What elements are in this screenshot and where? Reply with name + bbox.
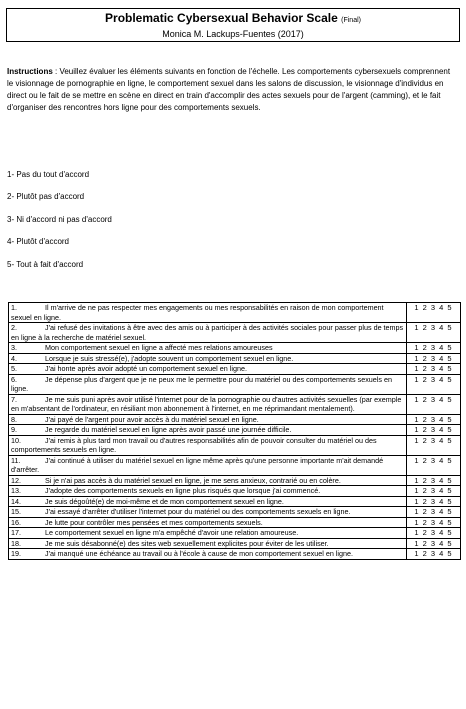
item-number: 18. — [11, 538, 21, 548]
item-text: Le comportement sexuel en ligne m'a empêché d'avoir une relation amoureuse. — [45, 528, 299, 537]
item-text: Si je n'ai pas accès à du matériel sexuel en ligne, je me sens anxieux, contrarié ou en colère. — [45, 475, 341, 485]
item-cell — [9, 425, 407, 436]
table-row — [9, 496, 461, 507]
item-cell — [9, 343, 407, 354]
table-row — [9, 323, 461, 343]
scale-item: 4- Plutôt d'accord — [7, 237, 70, 247]
table-row — [9, 507, 461, 518]
table-row — [9, 435, 461, 455]
items-table-body — [9, 303, 461, 560]
item-number: 11. — [11, 455, 21, 465]
table-row — [9, 549, 461, 560]
table-row — [9, 538, 461, 549]
item-cell — [9, 538, 407, 549]
item-number: 13. — [11, 486, 21, 495]
item-text: Je suis dégoûté(e) de moi-même et de mon comportement sexuel en ligne. — [45, 496, 284, 506]
response-options[interactable]: 1 2 3 4 5 — [407, 475, 461, 486]
item-number: 8. — [11, 414, 17, 424]
item-number: 7. — [11, 394, 17, 404]
item-text: Lorsque je suis stressé(e), j'adopte souvent un comportement sexuel en ligne. — [45, 353, 294, 363]
item-cell — [9, 353, 407, 364]
response-options[interactable]: 1 2 3 4 5 — [407, 517, 461, 528]
item-number: 15. — [11, 507, 21, 516]
item-cell — [9, 364, 407, 375]
response-options[interactable]: 1 2 3 4 5 — [407, 538, 461, 549]
title-box — [6, 8, 460, 42]
response-options[interactable]: 1 2 3 4 5 — [407, 374, 461, 394]
scale-item: 3- Ni d'accord ni pas d'accord — [7, 214, 112, 224]
instructions-label: Instructions — [7, 67, 53, 76]
item-cell — [9, 507, 407, 518]
table-row — [9, 517, 461, 528]
response-options[interactable]: 1 2 3 4 5 — [407, 486, 461, 497]
item-number: 10. — [11, 435, 21, 445]
item-cell — [9, 528, 407, 539]
item-number: 19. — [11, 549, 21, 558]
item-cell — [9, 414, 407, 425]
response-options[interactable]: 1 2 3 4 5 — [407, 455, 461, 475]
table-row — [9, 303, 461, 323]
response-options[interactable]: 1 2 3 4 5 — [407, 303, 461, 323]
table-row — [9, 364, 461, 375]
item-cell — [9, 455, 407, 475]
scale-item: 2- Plutôt pas d'accord — [7, 192, 85, 202]
item-cell — [9, 374, 407, 394]
items-table — [8, 302, 461, 560]
item-cell — [9, 394, 407, 414]
response-options[interactable]: 1 2 3 4 5 — [407, 343, 461, 354]
item-text: J'ai refusé des invitations à être avec des amis ou à participer à des activités sociales pour passer plus de temps en ligne à la recherche de matériel sexuel. — [11, 323, 404, 342]
item-text: Je dépense plus d'argent que je ne peux me le permettre pour du matériel ou des comportements sexuels en ligne. — [11, 374, 392, 393]
table-row — [9, 475, 461, 486]
item-cell — [9, 549, 407, 560]
response-options[interactable]: 1 2 3 4 5 — [407, 364, 461, 375]
item-text: Mon comportement sexuel en ligne a affecté mes relations amoureuses — [45, 343, 273, 352]
response-options[interactable]: 1 2 3 4 5 — [407, 353, 461, 364]
item-text: Il m'arrive de ne pas respecter mes engagements ou mes responsabilités en raison de mon comportement sexuel en ligne. — [11, 303, 384, 322]
table-row — [9, 425, 461, 436]
item-number: 2. — [11, 323, 17, 332]
item-number: 9. — [11, 425, 17, 434]
response-options[interactable]: 1 2 3 4 5 — [407, 507, 461, 518]
item-text: J'adopte des comportements sexuels en ligne plus risqués que lorsque j'ai commencé. — [45, 486, 321, 495]
response-options[interactable]: 1 2 3 4 5 — [407, 435, 461, 455]
table-row — [9, 394, 461, 414]
response-options[interactable]: 1 2 3 4 5 — [407, 496, 461, 507]
response-options[interactable]: 1 2 3 4 5 — [407, 528, 461, 539]
item-number: 3. — [11, 343, 17, 352]
item-text: J'ai essayé d'arrêter d'utiliser l'internet pour du matériel ou des comportements sexuels en ligne. — [45, 507, 351, 516]
item-cell — [9, 475, 407, 486]
response-options[interactable]: 1 2 3 4 5 — [407, 549, 461, 560]
item-text: J'ai honte après avoir adopté un comportement sexuel en ligne. — [45, 364, 247, 373]
item-text: Je me suis désabonné(e) des sites web sexuellement explicites pour éviter de les utiliser. — [45, 538, 329, 548]
title-note: (Final) — [341, 17, 361, 24]
item-number: 17. — [11, 528, 21, 537]
item-number: 12. — [11, 475, 21, 485]
item-text: J'ai payé de l'argent pour avoir accès à du matériel sexuel en ligne. — [45, 414, 259, 424]
item-text: Je me suis puni après avoir utilisé l'internet pour de la pornographie ou d'autres activités sexuelles (par exemple en m'absentant de l'ordinateur, en résiliant mon abonnement à l'internet, en me réprimandant mentalement). — [11, 394, 402, 413]
item-text: J'ai manqué une échéance au travail ou à l'école à cause de mon comportement sexuel en ligne. — [45, 549, 354, 558]
response-options[interactable]: 1 2 3 4 5 — [407, 394, 461, 414]
scale-item: 1- Pas du tout d'accord — [7, 170, 90, 179]
table-row — [9, 528, 461, 539]
item-text: Je regarde du matériel sexuel en ligne après avoir passé une journée difficile. — [45, 425, 292, 434]
author-line: Monica M. Lackups-Fuentes (2017) — [162, 29, 304, 39]
item-cell — [9, 496, 407, 507]
item-cell — [9, 435, 407, 455]
instructions-paragraph — [7, 66, 455, 114]
item-cell — [9, 323, 407, 343]
document-title — [7, 11, 459, 28]
scale-item: 5- Tout à fait d'accord — [7, 259, 84, 269]
table-row — [9, 455, 461, 475]
item-number: 4. — [11, 353, 17, 363]
item-text: J'ai remis à plus tard mon travail ou d'autres responsabilités afin de pouvoir consulter du matériel ou des comportements sexuels en ligne. — [11, 435, 377, 454]
item-text: Je lutte pour contrôler mes pensées et mes comportements sexuels. — [45, 517, 263, 527]
item-cell — [9, 303, 407, 323]
table-row — [9, 414, 461, 425]
item-number: 6. — [11, 374, 17, 384]
table-row — [9, 353, 461, 364]
item-number: 14. — [11, 496, 21, 506]
item-cell — [9, 517, 407, 528]
table-row — [9, 343, 461, 354]
response-options[interactable]: 1 2 3 4 5 — [407, 414, 461, 425]
instructions-text: : Veuillez évaluer les éléments suivants en fonction de l'échelle. Les comportements cybersexuels comprennent le visionnage de pornographie en ligne, le comportement sexuel dans les salons de discussion, le visionnage d'individus en direct ou le fait de se mettre en scène en direct en train d'accomplir des actes sexuels pour de l'argent (camming), et le fait d'organiser des rencontres hors ligne pour des comportements sexuels. — [7, 67, 451, 112]
title-text: Problematic Cybersexual Behavior Scale — [105, 11, 338, 25]
response-options[interactable]: 1 2 3 4 5 — [407, 425, 461, 436]
item-cell — [9, 486, 407, 497]
table-row — [9, 374, 461, 394]
scale-legend — [7, 169, 112, 281]
response-options[interactable]: 1 2 3 4 5 — [407, 323, 461, 343]
item-number: 5. — [11, 364, 17, 373]
table-row — [9, 486, 461, 497]
item-number: 16. — [11, 517, 21, 527]
item-text: J'ai continué à utiliser du matériel sexuel en ligne même après qu'une personne importante m'ait demandé d'arrêter. — [11, 455, 384, 474]
item-number: 1. — [11, 303, 17, 312]
